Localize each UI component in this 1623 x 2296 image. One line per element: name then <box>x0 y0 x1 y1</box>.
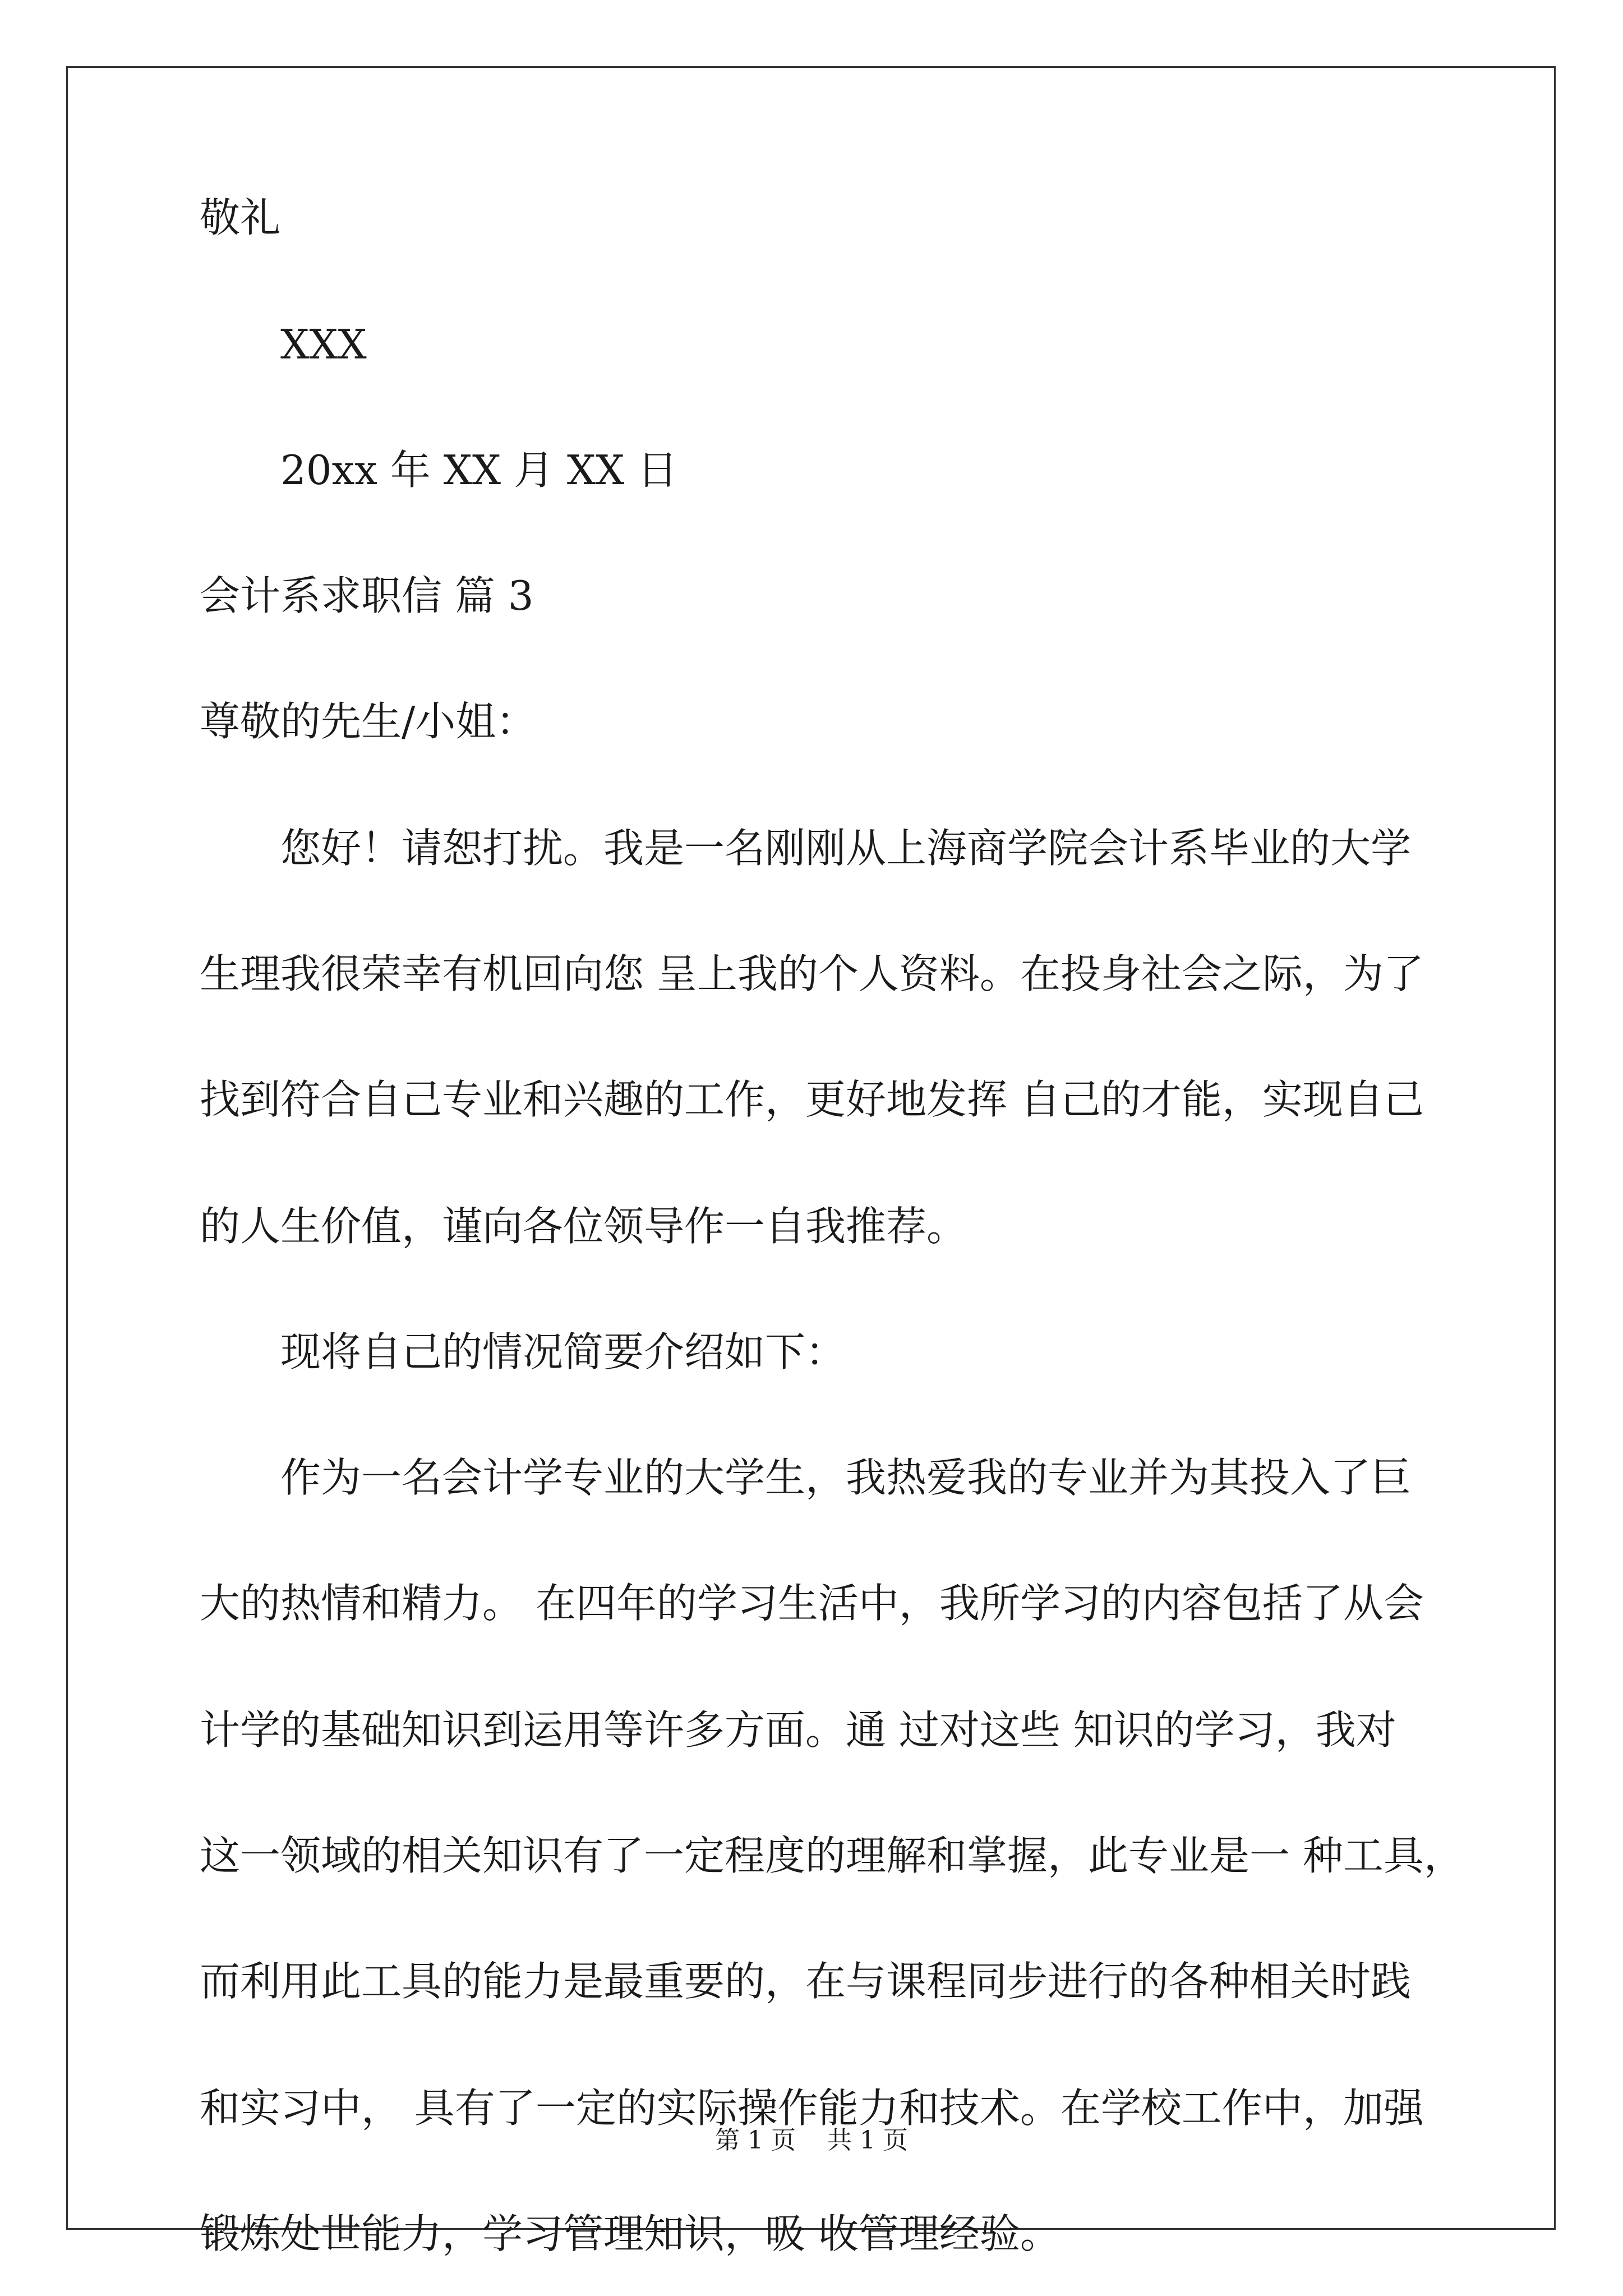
paragraph-line: 生理我很荣幸有机回向您 呈上我的个人资料。在投身社会之际，为了 <box>200 950 1424 997</box>
paragraph-line: 计学的基础知识到运用等许多方面。通 过对这些 知识的学习，我对 <box>200 1706 1396 1754</box>
salutation-text: 尊敬的先生/小姐： <box>200 698 537 745</box>
paragraph-line: 找到符合自己专业和兴趣的工作，更好地发挥 自己的才能，实现自己 <box>200 1076 1424 1123</box>
date-text: 20xx 年 XX 月 XX 日 <box>280 447 678 494</box>
section-title: 会计系求职信 篇 3 <box>200 572 534 619</box>
page-number: 第 1 页 <box>715 2126 796 2155</box>
paragraph-line: 而利用此工具的能力是最重要的，在与课程同步进行的各种相关时践 <box>200 1958 1412 2005</box>
paragraph-line: 这一领域的相关知识有了一定程度的理解和掌握，此专业是一 种工具， <box>200 1832 1464 1879</box>
signature-text: XXX <box>280 321 367 368</box>
page-total: 共 1 页 <box>827 2126 908 2155</box>
page-border <box>66 66 1556 2230</box>
paragraph-line: 作为一名会计学专业的大学生，我热爱我的专业并为其投入了巨 <box>280 1454 1412 1501</box>
paragraph-line: 您好！请恕打扰。我是一名刚刚从上海商学院会计系毕业的大学 <box>280 825 1412 872</box>
page-footer <box>0 2124 1623 2157</box>
paragraph-line: 大的热情和精力。 在四年的学习生活中，我所学习的内容包括了从会 <box>200 1580 1424 1627</box>
paragraph-line: 和实习中， 具有了一定的实际操作能力和技术。在学校工作中，加强 <box>200 2085 1424 2132</box>
paragraph-line: 的人生价值，谨向各位领导作一自我推荐。 <box>200 1203 967 1250</box>
paragraph-line: 锻炼处世能力，学习管理知识，吸 收管理经验。 <box>200 2210 1061 2257</box>
closing-text: 敬礼 <box>200 194 281 241</box>
paragraph-line: 现将自己的情况简要介绍如下： <box>280 1328 846 1375</box>
